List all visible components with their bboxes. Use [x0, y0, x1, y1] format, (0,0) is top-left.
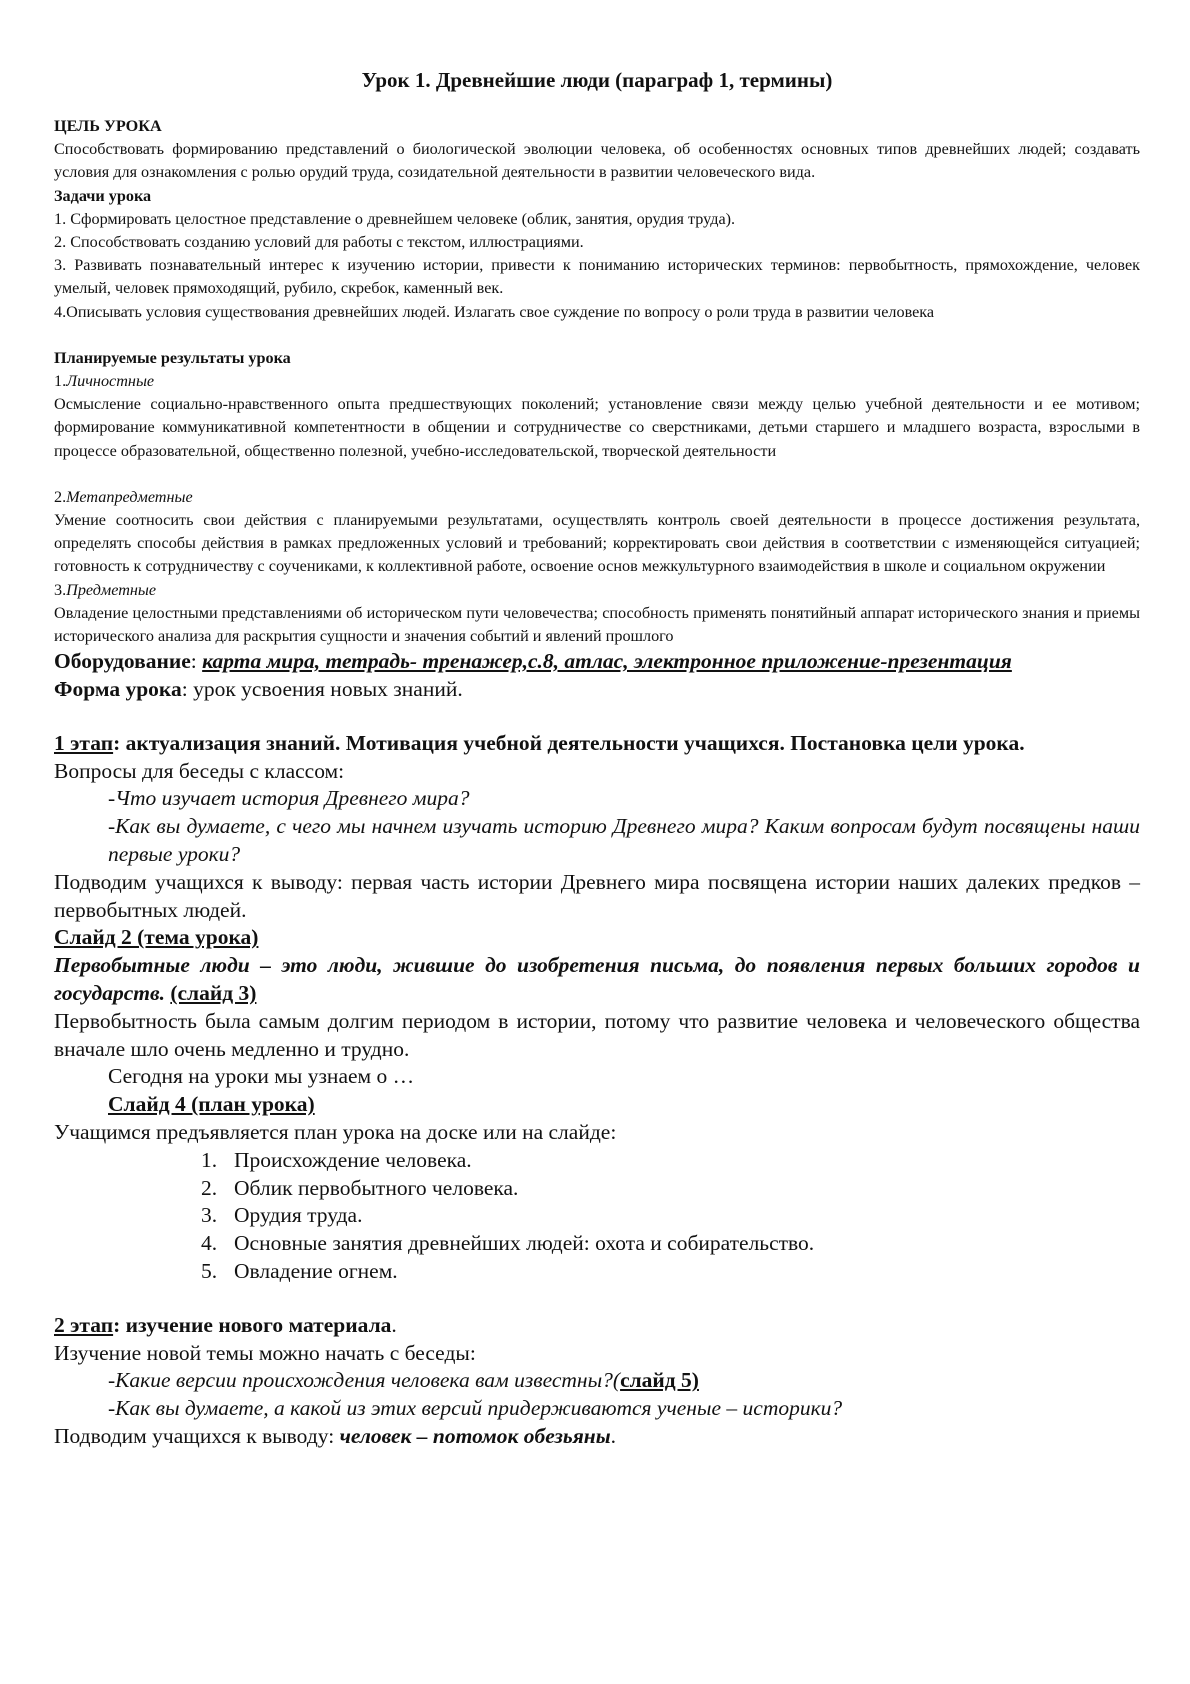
definition-text: Первобытные люди – это люди, жившие до изобретения письма, до появления первых больших городов и государств. [54, 953, 1140, 1006]
stage2-conclusion-bold: человек – потомок обезьяны [339, 1423, 611, 1448]
plan-num: 4. [201, 1231, 218, 1256]
task-item-3: 3. Развивать познавательный интерес к изучению истории, привести к пониманию исторических терминов: первобытность, прямохождение, человек умелый, человек прямоходящий, рубило, скребок, каменный век. [54, 256, 1140, 298]
personal-num: 1. [54, 372, 67, 391]
subject-num: 3. [54, 580, 67, 599]
personal-label-text: Личностные [66, 372, 155, 391]
goal-section [54, 115, 1140, 648]
document-page [54, 68, 1140, 1451]
plan-text: Орудия труда. [234, 1203, 363, 1228]
plan-text: Облик первобытного человека. [234, 1175, 519, 1200]
stage2-heading [54, 1312, 1140, 1340]
stage1-today: Сегодня на уроки мы узнаем о … [108, 1064, 415, 1089]
plan-num: 1. [201, 1147, 218, 1172]
list-item [201, 1230, 1140, 1258]
form-label: Форма урока [54, 677, 182, 702]
goal-text: Способствовать формированию представлений о биологической эволюции человека, об особенностях основных типов древнейших людей; создавать условия для ознакомления с ролью орудий труда, созидательной деятельности в развитии человеческого вида. [54, 140, 1140, 182]
tasks-heading: Задачи урока [54, 186, 152, 205]
meta-label-text: Метапредметные [66, 487, 193, 506]
task-item-1: 1. Сформировать целостное представление о древнейшем человеке (облик, занятия, орудия труда). [54, 209, 736, 228]
stage2-question-1-line [54, 1367, 1140, 1395]
subject-text: Овладение целостными представлениями об историческом пути человечества; способность применять понятийный аппарат исторического знания и приемы исторического анализа для раскрытия сущности и значения событий и явлений прошлого [54, 603, 1140, 646]
plan-text: Происхождение человека. [234, 1147, 472, 1172]
equipment-line [54, 648, 1140, 676]
stage1-explanation: Первобытность была самым долгим периодом в истории, потому что развитие человека и человеческого общества вначале шло очень медленно и трудно. [54, 1008, 1140, 1061]
subject-label [54, 579, 1140, 602]
stage1-heading [54, 730, 1140, 758]
form-value: урок усвоения новых знаний. [193, 677, 463, 702]
stage2-heading-text: : изучение нового материала [113, 1312, 392, 1337]
stage2-question-1-paren: ( [612, 1368, 621, 1393]
form-line [54, 676, 1140, 704]
task-item-2: 2. Способствовать созданию условий для работы с текстом, иллюстрациями. [54, 233, 584, 252]
plan-num: 3. [201, 1203, 218, 1228]
meta-text: Умение соотносить свои действия с планируемыми результатами, осуществлять контроль своей деятельности в процессе достижения результата, определять способы действия в рамках предложенных условий и требований; корректировать свои действия в соответствии с изменяющейся ситуацией; готовность к сотрудничеству с соучениками, к коллективной работе, освоение основ межкультурного взаимодействия в школе и социальном окружении [54, 511, 1140, 576]
meta-label [54, 486, 1140, 509]
list-item [201, 1175, 1140, 1203]
slide-5-label: слайд 5) [620, 1368, 699, 1393]
personal-label [54, 370, 1140, 393]
equipment-label: Оборудование [54, 649, 191, 674]
plan-intro: Учащимся предъявляется план урока на доске или на слайде: [54, 1120, 617, 1145]
definition-line [54, 952, 1140, 1008]
stage2-question-2: -Как вы думаете, а какой из этих версий придерживаются ученые – историки? [108, 1396, 843, 1421]
personal-text: Осмысление социально-нравственного опыта предшествующих поколений; установление связи между целью учебной деятельности и ее мотивом; формирование коммуникативной компетентности в общении и сотрудничестве со сверстниками, детьми старшего и младшего возраста, взрослыми в процессе образовательной, общественно полезной, учебно-исследовательской, творческой деятельности [54, 395, 1140, 460]
meta-num: 2. [54, 487, 67, 506]
lesson-title: Урок 1. Древнейшие люди (параграф 1, термины) [361, 68, 833, 92]
stage2-question-1: -Какие версии происхождения человека вам известны? [108, 1368, 613, 1393]
slide-4-label: Слайд 4 (план урока) [108, 1092, 315, 1117]
plan-num: 2. [201, 1175, 218, 1200]
equipment-sep: : [190, 649, 203, 674]
list-item [201, 1202, 1140, 1230]
slide-2-label: Слайд 2 (тема урока) [54, 925, 259, 950]
stage2-conclusion-prefix: Подводим учащихся к выводу: [54, 1423, 340, 1448]
equipment-value: карта мира, тетрадь- тренажер,с.8, атлас, электронное приложение-презентация [202, 649, 1012, 674]
stage1-question-2: -Как вы думаете, с чего мы начнем изучать историю Древнего мира? Каким вопросам будут посвящены наши первые уроки? [108, 814, 1140, 867]
task-item-4: 4.Описывать условия существования древнейших людей. Излагать свое суждение по вопросу о роли труда в развитии человека [54, 302, 935, 321]
stage2-label: 2 этап [54, 1312, 114, 1337]
lesson-body [54, 648, 1140, 1451]
plan-text: Основные занятия древнейших людей: охота и собирательство. [234, 1231, 815, 1256]
list-item [201, 1147, 1140, 1175]
goal-heading: ЦЕЛЬ УРОКА [54, 117, 162, 135]
stage2-intro: Изучение новой темы можно начать с беседы: [54, 1340, 476, 1365]
stage1-label: 1 этап [54, 730, 114, 755]
stage2-heading-end: . [391, 1312, 397, 1337]
stage2-conclusion-end: . [610, 1423, 617, 1448]
subject-label-text: Предметные [66, 580, 157, 599]
stage1-heading-text: : актуализация знаний. Мотивация учебной деятельности учащихся. Постановка цели урока. [113, 730, 1025, 755]
stage1-conclusion: Подводим учащихся к выводу: первая часть истории Древнего мира посвящена истории наших далеких предков – первобытных людей. [54, 869, 1140, 922]
stage1-questions-intro: Вопросы для беседы с классом: [54, 758, 345, 783]
slide-3-label: (слайд 3) [170, 981, 257, 1006]
form-sep: : [181, 677, 194, 702]
list-item [201, 1258, 1140, 1286]
stage2-conclusion [54, 1423, 1140, 1451]
stage1-question-1: -Что изучает история Древнего мира? [108, 786, 470, 811]
plan-num: 5. [201, 1259, 218, 1283]
results-heading: Планируемые результаты урока [54, 348, 291, 367]
lesson-plan-list [54, 1147, 1140, 1286]
plan-text: Овладение огнем. [234, 1259, 398, 1283]
